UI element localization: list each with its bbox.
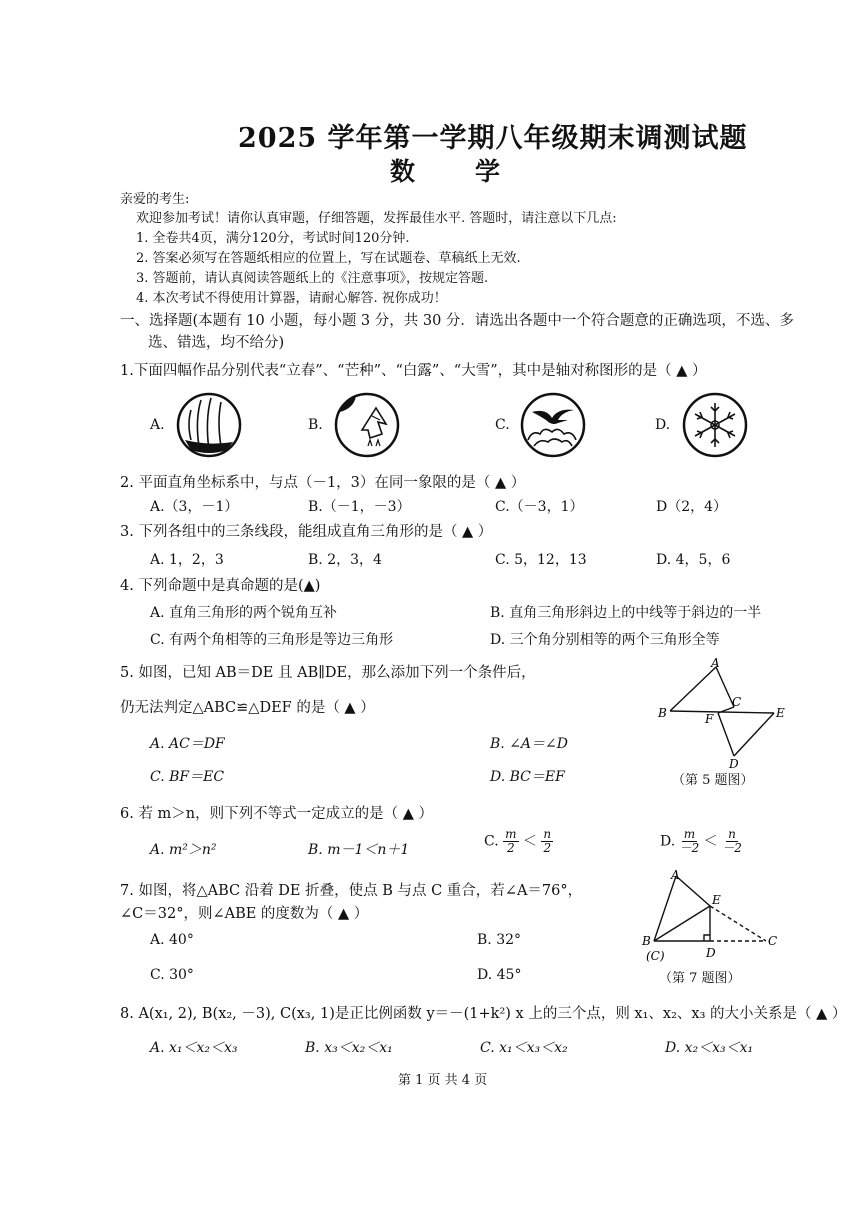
q7-label-a: A	[671, 868, 680, 882]
q5-label-b: B	[658, 706, 667, 720]
subject-title: 数学	[390, 157, 561, 186]
question-7-stem-cont: ∠C＝32°，则∠ABE 的度数为（ ▲ ）	[120, 906, 369, 922]
q7-option-c: C. 30°	[150, 967, 194, 983]
q5-label-c: C	[732, 695, 742, 709]
q5-option-a: A. AC＝DF	[150, 736, 225, 752]
q7-label-c-folded: (C)	[646, 949, 665, 963]
q4-option-d: D. 三个角分别相等的两个三角形全等	[490, 632, 720, 648]
section-heading-cont: 选、错选，均不给分)	[148, 335, 285, 351]
fraction: $\frac{m}{-2}$	[679, 827, 700, 855]
question-5-stem-cont: 仍无法判定△ABC≌△DEF 的是（ ▲ ）	[120, 700, 375, 716]
daxue-art-image	[680, 390, 750, 460]
q3-option-d: D. 4，5，6	[656, 552, 731, 568]
q1-label-a: A.	[150, 417, 165, 433]
exam-title: 2025 学年第一学期八年级期末调测试题	[238, 123, 748, 154]
instruction-item: 2. 答案必须写在答题纸相应的位置上，写在试题卷、草稿纸上无效.	[136, 251, 521, 266]
instruction-item: 3. 答题前，请认真阅读答题纸上的《注意事项》，按规定答题.	[136, 271, 489, 286]
q8-option-a: A. x₁＜x₂＜x₃	[150, 1040, 238, 1056]
lichun-art-image	[175, 390, 243, 460]
q5-option-d: D. BC＝EF	[490, 769, 565, 785]
q5-triangle-figure	[650, 655, 790, 770]
question-1-stem: 1.下面四幅作品分别代表“立春”、“芒种”、“白露”、“大雪”，其中是轴对称图形的是（ ▲ ）	[120, 363, 707, 379]
q5-label-f: F	[705, 712, 714, 726]
q1-label-d: D.	[655, 417, 671, 433]
q5-option-b: B. ∠A＝∠D	[490, 736, 568, 752]
q7-fold-figure	[636, 866, 786, 966]
q6-option-d-label: D.	[660, 833, 676, 850]
mangzhong-art-image	[332, 390, 402, 460]
q5-figure-caption: （第 5 题图）	[672, 773, 754, 788]
q7-option-b: B. 32°	[477, 932, 522, 948]
q4-option-b: B. 直角三角形斜边上的中线等于斜边的一半	[490, 605, 762, 621]
q2-option-c: C.（－3，1）	[495, 499, 584, 515]
q7-label-e: E	[712, 893, 721, 907]
q3-option-c: C. 5，12，13	[495, 552, 587, 568]
question-2-stem: 2. 平面直角坐标系中，与点（－1，3）在同一象限的是（ ▲ ）	[120, 475, 526, 491]
fraction: $\frac{n}{2}$	[543, 827, 552, 855]
q6-option-a: A. m²＞n²	[150, 842, 217, 858]
q7-option-d: D. 45°	[477, 967, 522, 983]
q2-option-d: D（2，4）	[656, 499, 728, 515]
q6-option-c-label: C.	[484, 833, 499, 850]
q8-option-b: B. x₃＜x₂＜x₁	[305, 1040, 393, 1056]
q6-option-c: C. $\frac{m}{2}$ ＜ $\frac{n}{2}$	[484, 827, 552, 855]
instruction-item: 1. 全卷共4页，满分120分，考试时间120分钟.	[136, 231, 410, 246]
question-7-stem: 7. 如图，将△ABC 沿着 DE 折叠，使点 B 与点 C 重合，若∠A＝76°，	[120, 883, 583, 899]
question-4-stem: 4. 下列命题中是真命题的是(▲)	[120, 578, 321, 594]
q6-option-d: D. $\frac{m}{-2}$ ＜ $\frac{n}{-2}$	[660, 827, 742, 855]
instruction-item: 4. 本次考试不得使用计算器，请耐心解答. 祝你成功！	[136, 291, 447, 306]
q5-label-e: E	[776, 706, 785, 720]
question-5-stem: 5. 如图，已知 AB＝DE 且 AB∥DE，那么添加下列一个条件后，	[120, 665, 536, 681]
fraction: $\frac{n}{-2}$	[722, 827, 742, 855]
q7-option-a: A. 40°	[150, 932, 194, 948]
q7-label-b: B	[642, 934, 651, 948]
bailu-art-image	[518, 390, 588, 460]
intro-text: 欢迎参加考试！请你认真审题，仔细答题，发挥最佳水平. 答题时，请注意以下几点:	[136, 211, 617, 226]
page-number: 第 1 页 共 4 页	[398, 1073, 488, 1088]
q2-option-b: B.（－1，－3）	[308, 499, 411, 515]
q1-label-c: C.	[495, 417, 510, 433]
q7-label-d: D	[706, 946, 716, 960]
q5-option-c: C. BF＝EC	[150, 769, 225, 785]
q8-option-d: D. x₂＜x₃＜x₁	[665, 1040, 754, 1056]
q3-option-a: A. 1，2，3	[150, 552, 224, 568]
q4-option-a: A. 直角三角形的两个锐角互补	[150, 605, 338, 621]
q4-option-c: C. 有两个角相等的三角形是等边三角形	[150, 632, 394, 648]
q7-figure-caption: （第 7 题图）	[659, 971, 741, 986]
q5-label-d: D	[729, 757, 739, 770]
question-3-stem: 3. 下列各组中的三条线段，能组成直角三角形的是（ ▲ ）	[120, 524, 493, 540]
q5-label-a: A	[711, 656, 720, 670]
q6-option-b: B. m－1＜n＋1	[308, 842, 410, 858]
question-8-stem: 8. A(x₁, 2), B(x₂, －3), C(x₃, 1)是正比例函数 y＝－(1+k²) x 上的三个点，则 x₁、x₂、x₃ 的大小关系是（ ▲ ）	[120, 1006, 847, 1022]
q2-option-a: A.（3，－1）	[150, 499, 239, 515]
greeting: 亲爱的考生:	[120, 192, 190, 207]
fraction: $\frac{m}{2}$	[505, 827, 517, 855]
q1-label-b: B.	[308, 417, 323, 433]
q3-option-b: B. 2，3，4	[308, 552, 382, 568]
section-heading: 一、选择题(本题有 10 小题，每小题 3 分，共 30 分．请选出各题中一个符合题意的正确选项，不选、多	[120, 313, 794, 329]
q8-option-c: C. x₁＜x₃＜x₂	[480, 1040, 568, 1056]
q7-label-c: C	[768, 934, 778, 948]
question-6-stem: 6. 若 m＞n，则下列不等式一定成立的是（ ▲ ）	[120, 806, 434, 822]
